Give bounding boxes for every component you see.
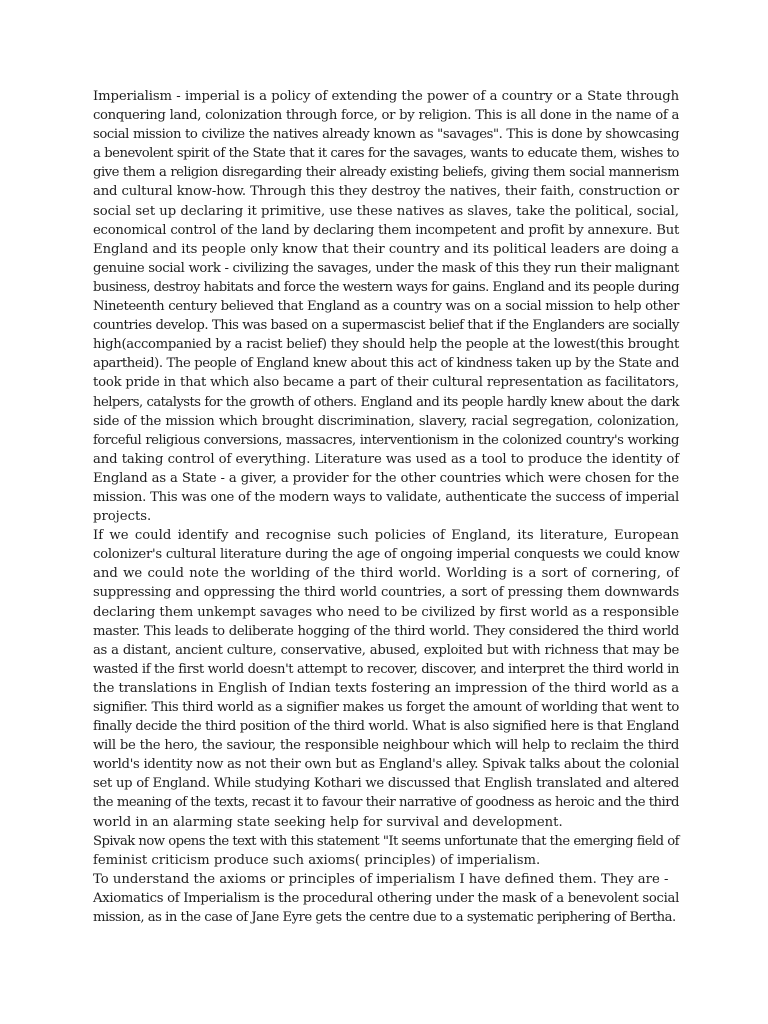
text-line: social set up declaring it primitive, use these natives as slaves, take the political, social, xyxy=(93,203,679,219)
text-line: economical control of the land by declaring them incompetent and profit by annexure. But xyxy=(93,222,679,238)
text-line: Axiomatics of Imperialism is the procedural othering under the mask of a benevolent social xyxy=(93,890,679,906)
text-line: as a distant, ancient culture, conservative, abused, exploited but with richness that may be xyxy=(93,642,679,658)
text-line: suppressing and oppressing the third world countries, a sort of pressing them downwards xyxy=(93,585,679,601)
text-line: will be the hero, the saviour, the responsible neighbour which will help to reclaim the third xyxy=(93,738,679,754)
paragraph-spivak-statement xyxy=(93,832,679,870)
text-line: Imperialism - imperial is a policy of extending the power of a country or a State through xyxy=(93,89,679,104)
text-line: Nineteenth century believed that England as a country was on a social mission to help other xyxy=(93,299,679,315)
text-line: world's identity now as not their own but as England's alley. Spivak talks about the colonial xyxy=(93,757,679,773)
text-line: apartheid). The people of England knew about this act of kindness taken up by the State and xyxy=(93,356,679,372)
text-line: England as a State - a giver, a provider for the other countries which were chosen for the xyxy=(93,470,679,486)
text-line: To understand the axioms or principles of imperialism I have defined them. They are - xyxy=(93,871,669,887)
text-line: the meaning of the texts, recast it to favour their narrative of goodness as heroic and the third xyxy=(93,795,679,811)
text-line: wasted if the first world doesn't attempt to recover, discover, and interpret the third world in xyxy=(93,661,679,677)
text-line: side of the mission which brought discrimination, slavery, racial segregation, colonization, xyxy=(93,413,679,429)
text-line: colonizer's cultural literature during the age of ongoing imperial conquests we could know xyxy=(93,547,680,563)
paragraph-axioms xyxy=(93,870,679,927)
text-line: the translations in English of Indian texts fostering an impression of the third world as a xyxy=(93,680,679,696)
text-line: master. This leads to deliberate hogging of the third world. They considered the third world xyxy=(93,623,679,639)
paragraph-imperialism-definition xyxy=(93,87,679,526)
text-line: Spivak now opens the text with this statement "It seems unfortunate that the emerging field of xyxy=(93,833,679,849)
text-line: took pride in that which also became a part of their cultural representation as facilitators, xyxy=(93,375,679,391)
text-line: mission. This was one of the modern ways to validate, authenticate the success of imperial xyxy=(93,489,679,505)
text-line: declaring them unkempt savages who need to be civilized by first world as a responsible xyxy=(93,604,679,620)
text-line: and taking control of everything. Literature was used as a tool to produce the identity of xyxy=(93,451,679,467)
text-line: business, destroy habitats and force the western ways for gains. England and its people during xyxy=(93,279,679,295)
text-line: high(accompanied by a racist belief) they should help the people at the lowest(this brought xyxy=(93,337,679,353)
text-line: world in an alarming state seeking help for survival and development. xyxy=(93,814,563,830)
text-line: finally decide the third position of the third world. What is also signified here is that England xyxy=(93,719,679,735)
text-line: mission, as in the case of Jane Eyre gets the centre due to a systematic periphering of Bertha. xyxy=(93,910,676,926)
text-line: If we could identify and recognise such policies of England, its literature, European xyxy=(93,528,679,544)
text-line: England and its people only know that their country and its political leaders are doing a xyxy=(93,241,679,257)
text-line: conquering land, colonization through force, or by religion. This is all done in the name of a xyxy=(93,108,679,124)
text-line: projects. xyxy=(93,509,152,525)
text-line: give them a religion disregarding their already existing beliefs, giving them social mannerism xyxy=(93,165,679,181)
text-line: and we could note the worlding of the third world. Worlding is a sort of cornering, of xyxy=(93,566,679,582)
text-line: set up of England. While studying Kothari we discussed that English translated and altered xyxy=(93,776,679,792)
text-line: helpers, catalysts for the growth of others. England and its people hardly knew about the dark xyxy=(93,394,679,410)
text-line: forceful religious conversions, massacres, interventionism in the colonized country's working xyxy=(93,432,679,448)
text-line: a benevolent spirit of the State that it cares for the savages, wants to educate them, wishes to xyxy=(93,146,679,162)
paragraph-worlding xyxy=(93,526,679,832)
text-line: signifier. This third world as a signifier makes us forget the amount of worlding that went to xyxy=(93,700,679,715)
text-line: feminist criticism produce such axioms( principles) of imperialism. xyxy=(93,852,541,868)
document-body xyxy=(93,87,679,927)
text-line: and cultural know-how. Through this they destroy the natives, their faith, construction or xyxy=(93,184,679,200)
text-line: social mission to civilize the natives already known as "savages". This is done by showcasing xyxy=(93,127,679,143)
text-line: genuine social work - civilizing the savages, under the mask of this they run their malignant xyxy=(93,260,679,276)
text-line: countries develop. This was based on a supermascist belief that if the Englanders are socially xyxy=(93,318,679,334)
